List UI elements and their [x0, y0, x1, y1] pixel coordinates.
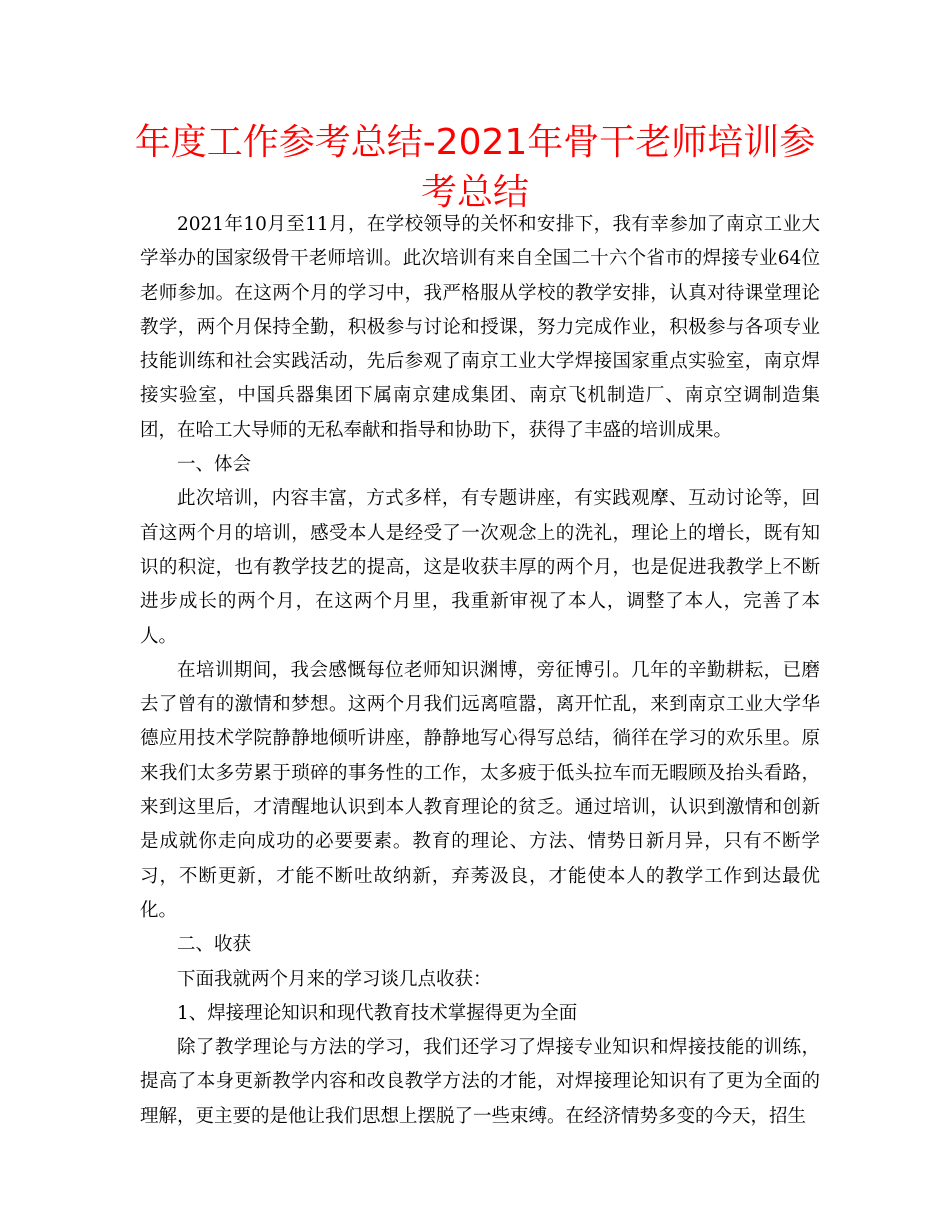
paragraph-experience-1: 此次培训，内容丰富，方式多样，有专题讲座，有实践观摩、互动讨论等，回首这两个月的培训，感受本人是经受了一次观念上的洗礼，理论上的增长，既有知识的积淀，也有教学技艺的提高，这是收获丰厚的两个月，也是促进我教学上不断进步成长的两个月，在这两个月里，我重新审视了本人，调整了本人，完善了本人。	[140, 488, 820, 647]
document-body	[140, 208, 820, 1134]
paragraph-gains-intro: 下面我就两个月来的学习谈几点收获：	[177, 968, 492, 990]
paragraph-gain-1: 除了教学理论与方法的学习，我们还学习了焊接专业知识和焊接技能的训练，提高了本身更新教学内容和改良教学方法的才能，对焊接理论知识有了更为全面的理解，更主要的是他让我们思想上摆脱了一些束缚。在经济情势多变的今天，招生	[140, 1037, 820, 1127]
heading-experience: 一、体会	[177, 454, 252, 476]
document-title: 年度工作参考总结-2021年骨干老师培训参考总结	[134, 122, 816, 213]
subheading-gain-1: 1、焊接理论知识和现代教育技术掌握得更为全面	[177, 1002, 578, 1024]
heading-gains: 二、收获	[177, 934, 252, 956]
paragraph-experience-2: 在培训期间，我会感慨每位老师知识渊博，旁征博引。几年的辛勤耕耘，已磨去了曾有的激情和梦想。这两个月我们远离喧嚣，离开忙乱，来到南京工业大学华德应用技术学院静静地倾听讲座，静静地写心得写总结，徜徉在学习的欢乐里。原来我们太多劳累于琐碎的事务性的工作，太多疲于低头拉车而无暇顾及抬头看路，来到这里后，才清醒地认识到本人教育理论的贫乏。通过培训，认识到激情和创新是成就你走向成功的必要要素。教育的理论、方法、情势日新月异，只有不断学习，不断更新，才能不断吐故纳新，弃莠汲良，才能使本人的教学工作到达最优化。	[140, 659, 820, 921]
paragraph-intro: 2021年10月至11月，在学校领导的关怀和安排下，我有幸参加了南京工业大学举办的国家级骨干老师培训。此次培训有来自全国二十六个省市的焊接专业64位老师参加。在这两个月的学习中，我严格服从学校的教学安排，认真对待课堂理论教学，两个月保持全勤，积极参与讨论和授课，努力完成作业，积极参与各项专业技能训练和社会实践活动，先后参观了南京工业大学焊接国家重点实验室，南京焊接实验室，中国兵器集团下属南京建成集团、南京飞机制造厂、南京空调制造集团，在哈工大导师的无私奉献和指导和协助下，获得了丰盛的培训成果。	[140, 214, 820, 441]
